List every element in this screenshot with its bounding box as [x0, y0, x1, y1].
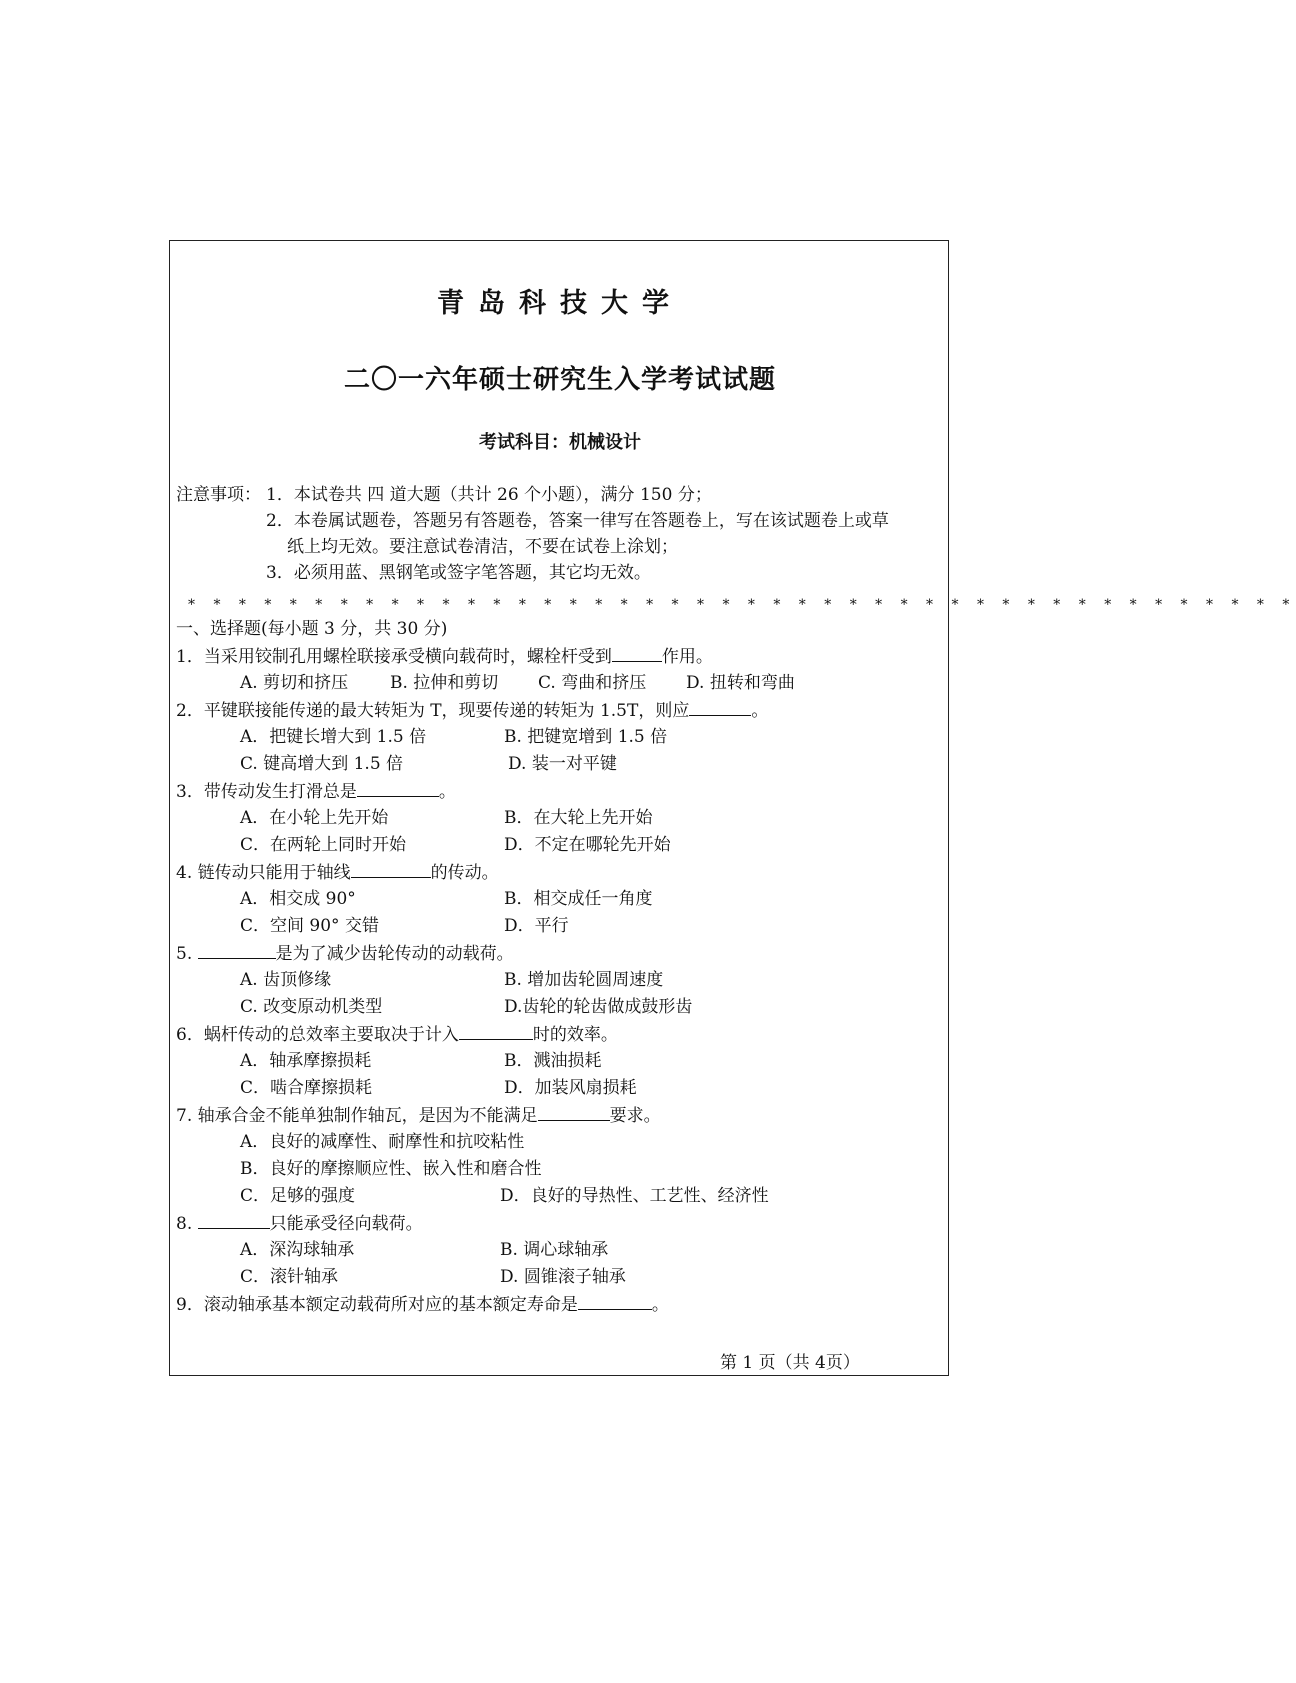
q7-option-b: B．良好的摩擦顺应性、嵌入性和磨合性 [240, 1159, 542, 1179]
q1-option-b: B. 拉伸和剪切 [390, 673, 499, 693]
answer-blank [351, 860, 431, 878]
notes-label: 注意事项： [176, 485, 261, 505]
q3-option-c: C．在两轮上同时开始 [240, 835, 407, 855]
q7-option-d: D．良好的导热性、工艺性、经济性 [500, 1186, 769, 1206]
q8-option-c: C．滚针轴承 [240, 1267, 339, 1287]
q4-option-d: D．平行 [504, 916, 569, 936]
q8-option-d: D. 圆锥滚子轴承 [500, 1267, 626, 1287]
school-name: 青岛科技大学 [437, 288, 683, 319]
q6-option-c: C．啮合摩擦损耗 [240, 1078, 373, 1098]
question-text-end: 。 [438, 782, 456, 802]
answer-blank [459, 1022, 533, 1040]
q8-option-b: B. 调心球轴承 [500, 1240, 609, 1260]
question-8 [176, 1211, 423, 1236]
q3-option-b: B．在大轮上先开始 [504, 808, 653, 828]
q8-option-a: A．深沟球轴承 [240, 1240, 355, 1260]
q2-option-c: C. 键高增大到 1.5 倍 [240, 754, 404, 774]
answer-blank [538, 1103, 610, 1121]
question-text-end: 要求。 [609, 1106, 661, 1126]
note-1: 1．本试卷共 四 道大题（共计 26 个小题），满分 150 分； [266, 485, 712, 505]
exam-subject: 考试科目：机械设计 [479, 432, 641, 453]
answer-blank [357, 779, 439, 797]
answer-blank [612, 644, 662, 662]
question-text: 4. 链传动只能用于轴线 [176, 863, 351, 883]
question-text: 8. [176, 1214, 198, 1234]
question-text-end: 只能承受径向载荷。 [269, 1214, 423, 1234]
q2-option-d: D. 装一对平键 [508, 754, 617, 774]
q5-option-d: D.齿轮的轮齿做成鼓形齿 [504, 997, 693, 1017]
question-text: 9．滚动轴承基本额定动载荷所对应的基本额定寿命是 [176, 1295, 578, 1315]
note-2b: 纸上均无效。要注意试卷清洁，不要在试卷上涂划； [287, 537, 678, 557]
question-text: 1．当采用铰制孔用螺栓联接承受横向载荷时，螺栓杆受到 [176, 647, 612, 667]
question-3 [176, 779, 456, 804]
question-5 [176, 941, 514, 966]
question-text-end: 作用。 [661, 647, 713, 667]
exam-paper-frame [169, 240, 1296, 1376]
question-text: 6．蜗杆传动的总效率主要取决于计入 [176, 1025, 459, 1045]
q7-option-a: A．良好的减摩性、耐摩性和抗咬粘性 [240, 1132, 525, 1152]
q7-option-c: C．足够的强度 [240, 1186, 356, 1206]
q4-option-a: A．相交成 90° [240, 889, 356, 909]
question-text-end: 时的效率。 [532, 1025, 618, 1045]
q1-option-a: A. 剪切和挤压 [240, 673, 349, 693]
question-text: 5. [176, 944, 198, 964]
q6-option-a: A．轴承摩擦损耗 [240, 1051, 372, 1071]
answer-blank [198, 1211, 270, 1229]
question-6 [176, 1022, 618, 1047]
question-text-end: 是为了减少齿轮传动的动载荷。 [275, 944, 514, 964]
q6-option-b: B．溅油损耗 [504, 1051, 602, 1071]
question-text: 3．带传动发生打滑总是 [176, 782, 357, 802]
question-7 [176, 1103, 661, 1128]
answer-blank [198, 941, 276, 959]
question-4 [176, 860, 499, 885]
page-number: 第 1 页（共 4页） [720, 1353, 860, 1373]
separator-stars: * * * * * * * * * * * * * * * * * * * * * * * * * * * * * * * * * * * * * * * * * * * * [188, 597, 1296, 613]
question-text: 2．平键联接能传递的最大转矩为 T，现要传递的转矩为 1.5T，则应 [176, 701, 690, 721]
question-1 [176, 644, 713, 669]
q1-option-c: C. 弯曲和挤压 [538, 673, 647, 693]
section-title: 一、选择题(每小题 3 分，共 30 分) [176, 619, 448, 639]
question-text-end: 。 [651, 1295, 669, 1315]
q2-option-b: B. 把键宽增到 1.5 倍 [504, 727, 668, 747]
question-2 [176, 698, 768, 723]
q1-option-d: D. 扭转和弯曲 [686, 673, 795, 693]
answer-blank [578, 1292, 652, 1310]
q6-option-d: D．加装风扇损耗 [504, 1078, 637, 1098]
q2-option-a: A．把键长增大到 1.5 倍 [240, 727, 427, 747]
question-text-end: 的传动。 [430, 863, 499, 883]
q4-option-b: B．相交成任一角度 [504, 889, 653, 909]
note-2a: 2．本卷属试题卷，答题另有答题卷，答案一律写在答题卷上，写在该试题卷上或草 [266, 511, 889, 531]
q4-option-c: C．空间 90° 交错 [240, 916, 379, 936]
q3-option-a: A．在小轮上先开始 [240, 808, 389, 828]
q3-option-d: D．不定在哪轮先开始 [504, 835, 671, 855]
q5-option-b: B. 增加齿轮圆周速度 [504, 970, 664, 990]
question-text-end: 。 [751, 701, 769, 721]
question-text: 7. 轴承合金不能单独制作轴瓦，是因为不能满足 [176, 1106, 538, 1126]
q5-option-a: A. 齿顶修缘 [240, 970, 332, 990]
exam-title: 二〇一六年硕士研究生入学考试试题 [343, 365, 776, 395]
q5-option-c: C. 改变原动机类型 [240, 997, 383, 1017]
question-9 [176, 1292, 669, 1317]
note-3: 3．必须用蓝、黑钢笔或签字笔答题，其它均无效。 [266, 563, 651, 583]
answer-blank [689, 698, 751, 716]
